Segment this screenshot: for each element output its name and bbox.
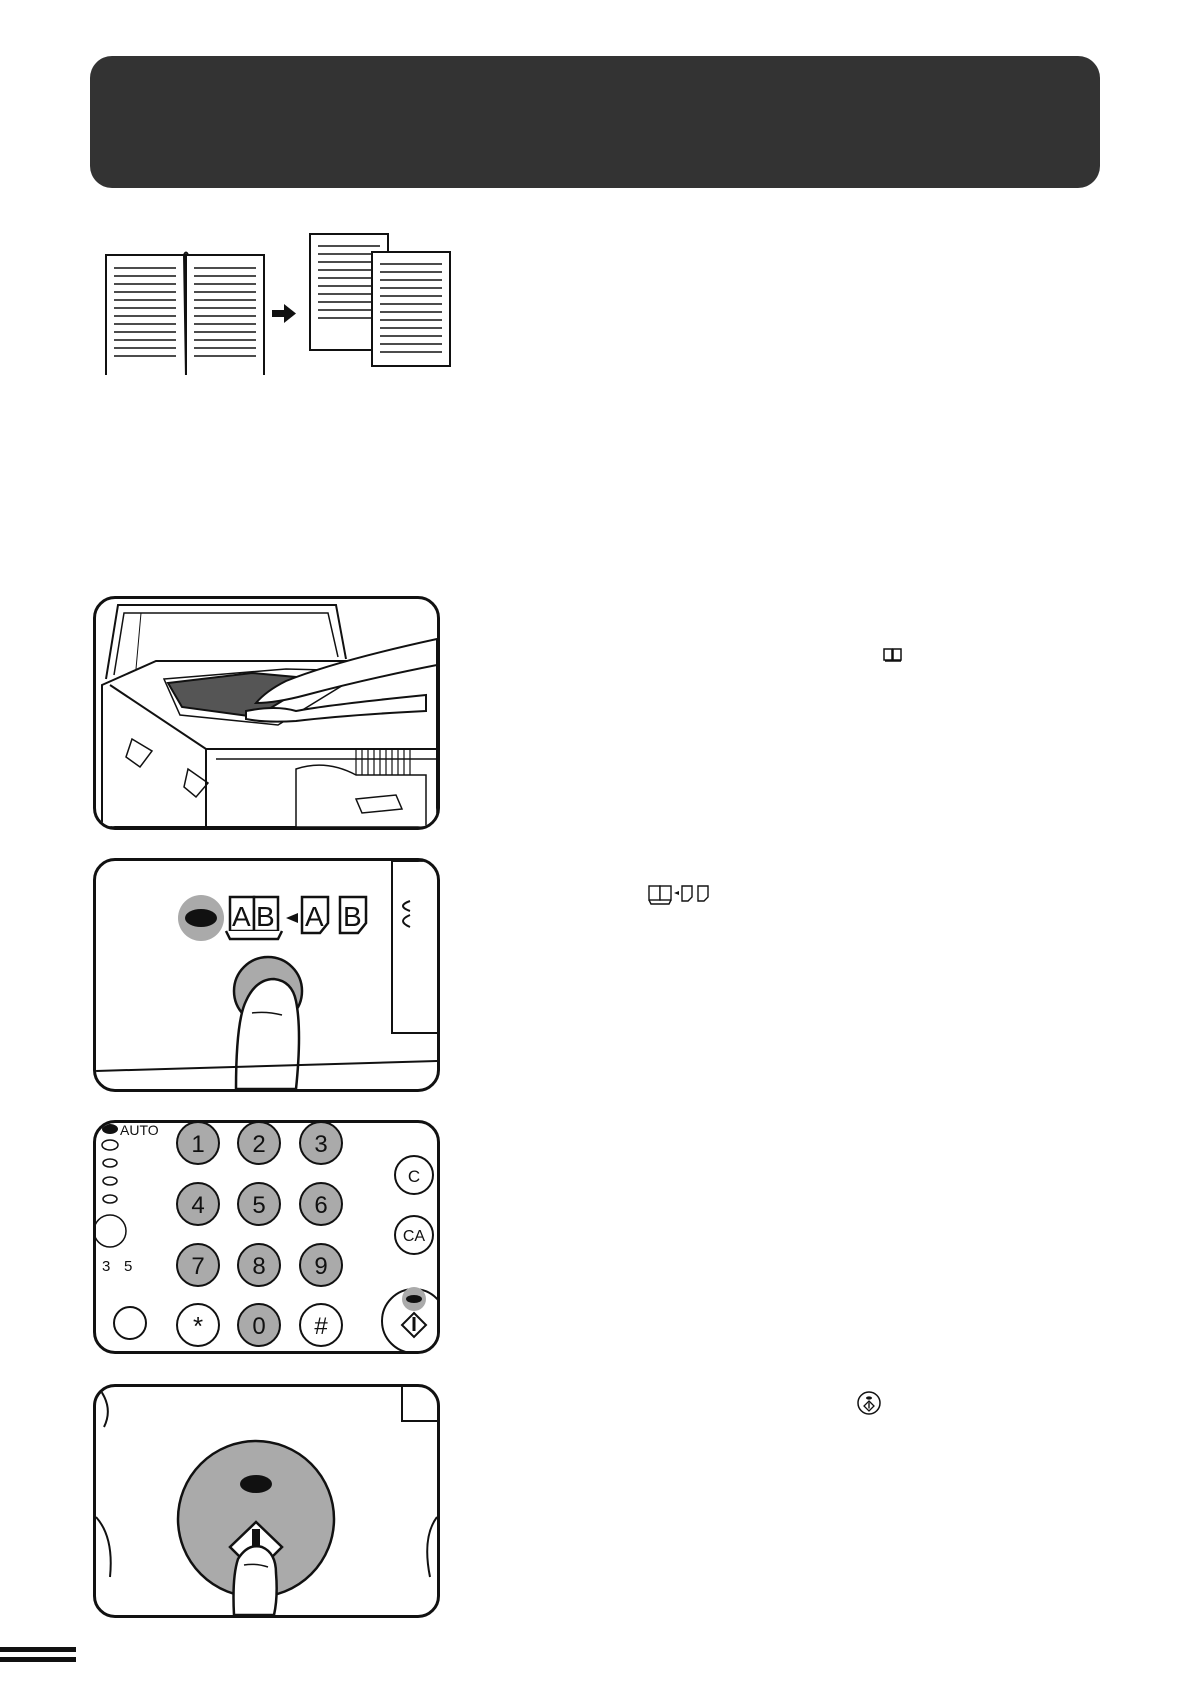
svg-text:#: # bbox=[314, 1313, 328, 1340]
key-star bbox=[177, 1304, 219, 1346]
svg-text:0: 0 bbox=[252, 1313, 266, 1340]
key-hash bbox=[300, 1304, 342, 1346]
step1-place-original-panel bbox=[93, 596, 440, 830]
step2-dual-page-key-panel bbox=[93, 858, 440, 1092]
svg-text:7: 7 bbox=[191, 1253, 205, 1280]
step3-keypad-panel bbox=[93, 1120, 440, 1354]
key-1 bbox=[177, 1123, 219, 1164]
key-2 bbox=[238, 1123, 280, 1164]
key-3 bbox=[300, 1123, 342, 1164]
svg-text:1: 1 bbox=[191, 1131, 205, 1158]
svg-text:AUTO: AUTO bbox=[120, 1123, 159, 1138]
clear-key bbox=[395, 1156, 433, 1194]
footer-rule-top bbox=[0, 1647, 76, 1652]
key-7 bbox=[177, 1244, 219, 1286]
svg-text:B: B bbox=[343, 901, 362, 932]
svg-text:4: 4 bbox=[191, 1192, 205, 1219]
svg-text:C: C bbox=[407, 1167, 421, 1186]
arrow-right-icon bbox=[272, 304, 296, 323]
key-9 bbox=[300, 1244, 342, 1286]
step4-start-key-panel bbox=[93, 1384, 440, 1618]
key-6 bbox=[300, 1183, 342, 1225]
svg-text:9: 9 bbox=[314, 1253, 328, 1280]
svg-text:*: * bbox=[192, 1311, 204, 1341]
key-5 bbox=[238, 1183, 280, 1225]
book-icon bbox=[883, 647, 903, 663]
footer-rule-bottom bbox=[0, 1657, 76, 1662]
svg-text:6: 6 bbox=[314, 1192, 328, 1219]
svg-text:8: 8 bbox=[252, 1253, 266, 1280]
svg-text:B: B bbox=[256, 901, 275, 932]
section-header-bar bbox=[90, 56, 1100, 188]
svg-text:CA: CA bbox=[402, 1228, 426, 1245]
svg-text:5: 5 bbox=[252, 1192, 266, 1219]
svg-text:3: 3 bbox=[314, 1131, 328, 1158]
key-8 bbox=[238, 1244, 280, 1286]
key-4 bbox=[177, 1183, 219, 1225]
dual-page-copy-icon bbox=[648, 884, 716, 906]
key-0 bbox=[238, 1304, 280, 1346]
book-to-pages-illustration bbox=[100, 230, 460, 375]
keypad bbox=[96, 1123, 437, 1351]
svg-text:2: 2 bbox=[252, 1131, 266, 1158]
clear-all-key bbox=[395, 1216, 433, 1254]
start-icon bbox=[856, 1390, 882, 1416]
start-key bbox=[382, 1287, 437, 1351]
svg-text:3: 3 bbox=[102, 1258, 111, 1275]
svg-text:A: A bbox=[232, 901, 251, 932]
svg-text:5: 5 bbox=[124, 1258, 133, 1275]
svg-text:A: A bbox=[305, 901, 324, 932]
